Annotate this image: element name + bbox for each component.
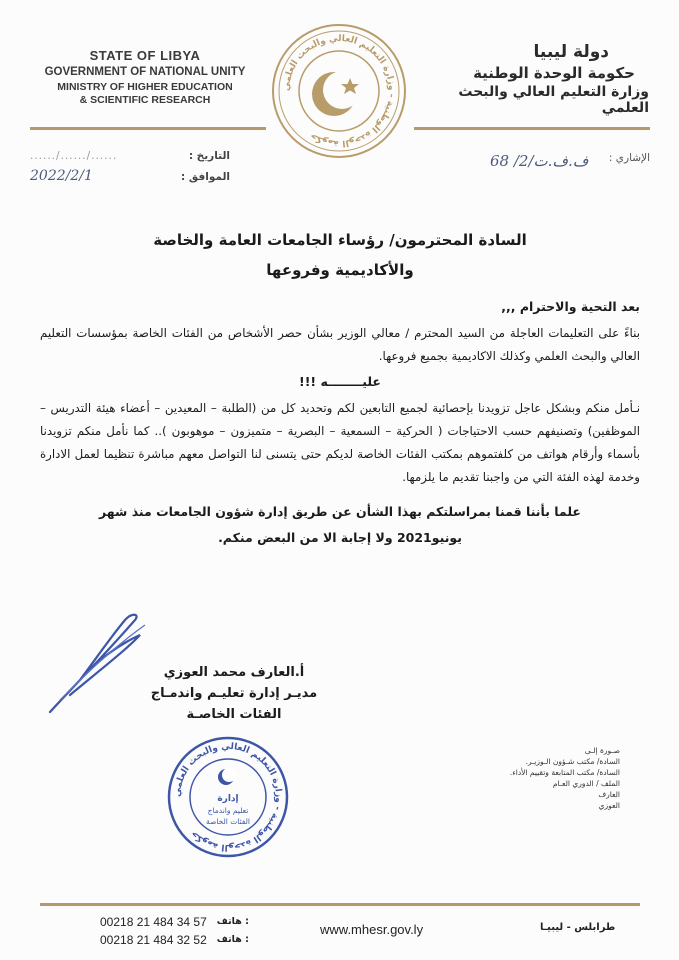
official-stamp bbox=[166, 735, 290, 859]
note-line-2: يونيو2021 ولا إجابة الا من البعض منكم. bbox=[218, 530, 462, 545]
header-rule-right bbox=[414, 127, 650, 130]
footer-website[interactable]: www.mhesr.gov.ly bbox=[320, 922, 424, 937]
reference-value: 68 /2/ف.ف.ت bbox=[490, 152, 589, 170]
header-ministry: MINISTRY OF HIGHER EDUCATION bbox=[57, 81, 233, 93]
cc-line-6: العوزي bbox=[598, 801, 620, 810]
header-ar-ministry: وزارة التعليم العالي والبحث العلمي bbox=[458, 84, 649, 116]
hijri-label: الموافق : bbox=[181, 171, 230, 183]
header-rule-left bbox=[30, 127, 266, 130]
header-state: STATE OF LIBYA bbox=[89, 48, 201, 63]
header-english bbox=[30, 48, 260, 106]
cc-line-1: صـورة إلـى bbox=[584, 746, 620, 755]
letter-body bbox=[40, 225, 640, 551]
reference-label: الإشاري : bbox=[608, 152, 650, 164]
footer-rule bbox=[40, 903, 640, 906]
cc-line-4: الملف / الدوري العـام bbox=[552, 779, 620, 788]
phone-row-2 bbox=[100, 931, 249, 949]
phone-label-1: هاتف : bbox=[216, 916, 249, 927]
svg-text:حكومة الوحدة الوطنية - وزارة ا: حكومة الوحدة الوطنية - وزارة التعليم العالي والبحث العلمي bbox=[281, 33, 397, 149]
header-government: GOVERNMENT OF NATIONAL UNITY bbox=[44, 66, 246, 78]
phone-label-2: هاتف : bbox=[216, 934, 249, 945]
greeting: بعد التحية والاحترام ,,, bbox=[501, 299, 640, 314]
reference-block bbox=[490, 152, 650, 170]
stamp-center-3: الفئات الخاصة bbox=[205, 817, 251, 826]
addressee-line-1: السادة المحترمون/ رؤساء الجامعات العامة والخاصة bbox=[153, 231, 527, 249]
stamp-center-2: تعليم واندماج bbox=[207, 806, 249, 815]
paragraph-1: بناءً على التعليمات العاجلة من السيد المحترم / معالي الوزير بشأن حصر الأشخاص من الفئات الخاصة بمؤسسات التعليم العالي والبحث العلمي وكذلك الاكاديمية بجميع فروعها. bbox=[40, 326, 640, 363]
date-placeholder: ....../....../...... bbox=[30, 150, 118, 162]
alayh-heading: عليــــــــه !!! bbox=[299, 374, 381, 389]
header-arabic bbox=[409, 42, 649, 116]
header-ar-state: دولة ليبيا bbox=[533, 42, 609, 62]
phone-1: 00218 21 484 34 57 bbox=[100, 915, 207, 929]
header-ministry-2: & SCIENTIFIC RESEARCH bbox=[79, 94, 211, 106]
signatory-title-2: الفئات الخاصـة bbox=[186, 707, 282, 722]
cc-list bbox=[440, 745, 620, 811]
signature-block bbox=[119, 662, 349, 725]
date-block bbox=[30, 150, 230, 186]
footer-phones bbox=[100, 913, 249, 949]
footer-city: طرابلس - ليبيـا bbox=[540, 922, 616, 933]
cc-line-5: العارف bbox=[598, 790, 620, 799]
hijri-row bbox=[30, 168, 230, 186]
cc-line-3: السادة/ مكتب المتابعة وتقييم الأداء. bbox=[509, 768, 620, 777]
note-line-1: علما بأننا قمنا بمراسلتكم بهذا الشأن عن طريق إدارة شؤون الجامعات منذ شهر bbox=[99, 504, 581, 519]
phone-2: 00218 21 484 32 52 bbox=[100, 933, 207, 947]
date-label: التاريخ : bbox=[188, 150, 230, 162]
signatory-title-1: مديـر إدارة تعليـم واندمـاج bbox=[150, 686, 318, 701]
cc-line-2: السادة/ مكتب شـؤون الـوزيـر. bbox=[525, 757, 620, 766]
date-value: 2022/2/1 bbox=[30, 168, 93, 184]
svg-text:حكومة الوحدة الوطنية - وزارة ا: حكومة الوحدة الوطنية - وزارة التعليم العالي والبحث العلمي bbox=[172, 741, 284, 853]
phone-row-1 bbox=[100, 913, 249, 931]
stamp-center-1: إدارة bbox=[217, 794, 239, 804]
signatory-name: أ.العارف محمد العوزي bbox=[163, 665, 305, 680]
ministry-seal-logo bbox=[270, 22, 408, 160]
date-row bbox=[30, 150, 230, 168]
addressee-line-2: والأكاديمية وفروعها bbox=[266, 261, 414, 279]
header-ar-government: حكومة الوحدة الوطنية bbox=[473, 64, 635, 82]
paragraph-2: نـأمل منكم وبشكل عاجل تزويدنا بإحصائية لجميع التابعين لكم وتحديد كل من (الطلبة – المعيدين – أعضاء هيئة التدريس – الموظفين) وتصنيفهم حسب الاحتياجات ( الحركية – السمعية – البصرية – متميزون – موهوبون ).. كما نأمل منكم تزويدنا بأسماء وأرقام هواتف من كلفتموهم بمكتب الفئات الخاصة لديكم حتى يتسنى لنا التواصل معهم مباشرة تنظيما لعمل الادارة وخدمة لهذه الفئة التي من واجبنا تقديم ما يلزمها. bbox=[40, 401, 640, 484]
